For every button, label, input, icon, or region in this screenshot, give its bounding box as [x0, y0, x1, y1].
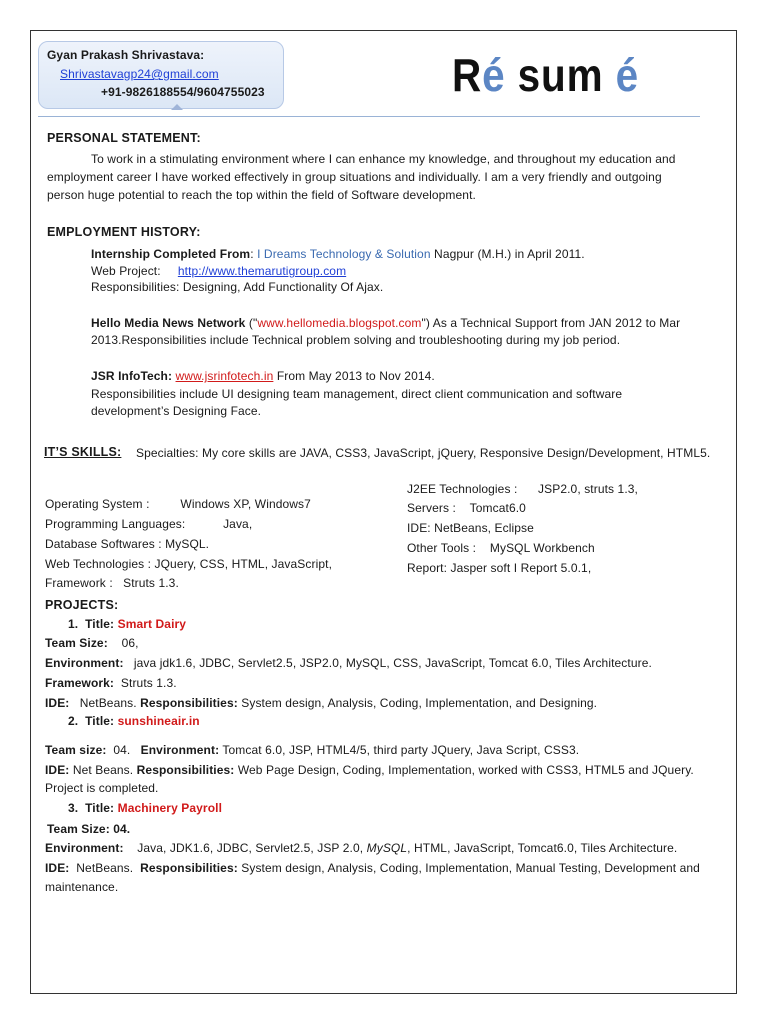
hello-media-rest: ") As a Technical Support from JAN 2012 to Mar	[421, 316, 681, 330]
project-3-env-a: Java, JDK1.6, JDBC, Servlet2.5, JSP 2.0,	[137, 841, 364, 855]
project-1-ide-value: NetBeans.	[79, 696, 137, 710]
project-1-title: Smart Dairy	[117, 617, 187, 631]
project-3-resp-line-2: maintenance.	[45, 880, 119, 894]
project-1-resp: System design, Analysis, Coding, Implementation, and Designing.	[241, 696, 598, 710]
project-3-ide-label: IDE:	[45, 861, 70, 875]
project-1-env-value: java jdk1.6, JDBC, Servlet2.5, JSP2.0, MySQL, CSS, JavaScript, Tomcat 6.0, Tiles Architecture.	[133, 656, 652, 670]
project-1-ide-label: IDE:	[45, 696, 70, 710]
project-2-title: sunshineair.in	[117, 714, 200, 728]
project-3-title-label: Title:	[85, 801, 115, 815]
contact-box-pointer	[171, 104, 183, 110]
contact-email-link[interactable]: Shrivastavagp24@gmail.com	[60, 67, 219, 81]
personal-line-2: employment career I have worked effectively in group situations and individually. I am a very friendly and outgoing	[47, 170, 662, 184]
personal-statement-heading	[47, 131, 201, 145]
project-3-team: Team Size: 04.	[47, 822, 131, 836]
project-2-title-line	[68, 714, 200, 729]
skill-right-4: Report: Jasper soft I Report 5.0.1,	[407, 561, 592, 575]
internship-label: Internship Completed From	[91, 247, 251, 261]
skill-left-1-value: Java,	[223, 517, 253, 531]
project-2-ide	[45, 763, 694, 778]
project-3-ide: NetBeans.	[76, 861, 134, 875]
jsr-line	[91, 369, 435, 384]
project-3-env-label: Environment:	[45, 841, 124, 855]
jsr-label: JSR InfoTech:	[91, 369, 173, 383]
skill-left-4-label: Framework :	[45, 576, 113, 590]
internship-rest: Nagpur (M.H.) in April 2011.	[434, 247, 585, 261]
skills-specialties: Specialties: My core skills are JAVA, CSS3, JavaScript, jQuery, Responsive Design/Development, HTML5.	[136, 446, 711, 460]
employment-heading-text: EMPLOYMENT HISTORY:	[47, 225, 201, 239]
project-1-title-line	[68, 617, 186, 632]
project-1-fw-label: Framework:	[45, 676, 115, 690]
project-2-team-label: Team size:	[45, 743, 107, 757]
skill-right-0-value: JSP2.0, struts 1.3,	[538, 482, 638, 496]
skill-left-1-label: Programming Languages:	[45, 517, 186, 531]
header-divider	[38, 116, 700, 117]
project-2-env-label: Environment:	[140, 743, 220, 757]
project-1-num: 1.	[68, 617, 79, 631]
project-3-env-c: , HTML, JavaScript, Tomcat6.0, Tiles Architecture.	[407, 841, 678, 855]
webproject-line	[91, 264, 346, 279]
employment-heading	[47, 225, 201, 239]
hello-media-open: ("	[248, 316, 258, 330]
project-1-fw-value: Struts 1.3.	[120, 676, 177, 690]
skill-left-0-value: Windows XP, Windows7	[180, 497, 311, 511]
skill-right-2: IDE: NetBeans, Eclipse	[407, 521, 534, 535]
project-3-resp: System design, Analysis, Coding, Implementation, Manual Testing, Development and	[241, 861, 700, 875]
skill-left-0	[45, 497, 311, 512]
resume-title-r: R	[452, 49, 483, 101]
project-2-env: Tomcat 6.0, JSP, HTML4/5, third party JQuery, Java Script, CSS3.	[222, 743, 580, 757]
project-1-env	[45, 656, 652, 671]
skill-left-1	[45, 517, 252, 532]
webproject-label: Web Project:	[91, 264, 161, 278]
project-3-env-b: MySQL	[366, 841, 408, 855]
project-1-resp-label: Responsibilities:	[140, 696, 238, 710]
skill-left-4-value: Struts 1.3.	[123, 576, 179, 590]
hello-media-link[interactable]: www.hellomedia.blogspot.com	[257, 316, 422, 330]
project-3-ide	[45, 861, 700, 876]
hello-media-label: Hello Media News Network	[91, 316, 246, 330]
project-1-team	[45, 636, 139, 651]
skill-right-3-value: MySQL Workbench	[489, 541, 595, 555]
hello-media-line-2: 2013.Responsibilities include Technical problem solving and troubleshooting during my job period.	[91, 333, 621, 347]
contact-name: Gyan Prakash Shrivastava:	[47, 48, 205, 62]
project-3-num: 3.	[68, 801, 79, 815]
skill-left-0-label: Operating System :	[45, 497, 150, 511]
skill-right-1-value: Tomcat6.0	[469, 501, 526, 515]
project-3-title: Machinery Payroll	[117, 801, 223, 815]
project-3-resp-label: Responsibilities:	[140, 861, 238, 875]
project-2-resp: Web Page Design, Coding, Implementation, worked with CSS3, HTML5 and JQuery.	[237, 763, 694, 777]
resume-title-sum: sum	[517, 49, 604, 101]
personal-statement-heading-text: PERSONAL STATEMENT:	[47, 131, 201, 145]
skills-heading-text: IT’S SKILLS:	[44, 445, 122, 459]
internship-company: I Dreams Technology & Solution	[257, 247, 431, 261]
skill-right-1-label: Servers :	[407, 501, 456, 515]
skill-left-2: Database Softwares : MySQL.	[45, 537, 210, 551]
project-1-team-label: Team Size:	[45, 636, 108, 650]
project-1-title-label: Title:	[85, 617, 115, 631]
project-2-ide: Net Beans.	[72, 763, 134, 777]
hello-media-line	[91, 316, 680, 331]
project-1-framework	[45, 676, 177, 691]
jsr-link[interactable]: www.jsrinfotech.in	[175, 369, 274, 383]
internship-line	[91, 247, 585, 262]
internship-colon: :	[250, 247, 254, 261]
jsr-line-3: development’s Designing Face.	[91, 404, 262, 418]
webproject-link[interactable]: http://www.themarutigroup.com	[177, 264, 347, 278]
resume-title-e1: é	[482, 49, 506, 101]
project-3-env	[45, 841, 677, 856]
project-2-ide-label: IDE:	[45, 763, 70, 777]
project-1-ide	[45, 696, 597, 711]
skill-right-0	[407, 482, 638, 497]
projects-heading-text: PROJECTS:	[45, 598, 119, 612]
project-2-team: 04.	[113, 743, 131, 757]
project-2-team-env	[45, 743, 579, 758]
internship-responsibilities: Responsibilities: Designing, Add Functionality Of Ajax.	[91, 280, 384, 294]
project-2-resp-label: Responsibilities:	[136, 763, 235, 777]
skill-right-3	[407, 541, 595, 556]
jsr-line-2: Responsibilities include UI designing team management, direct client communication and software	[91, 387, 623, 401]
project-1-env-label: Environment:	[45, 656, 124, 670]
skill-right-3-label: Other Tools :	[407, 541, 477, 555]
project-3-title-line	[68, 801, 222, 816]
skill-right-1	[407, 501, 526, 516]
resume-title	[452, 47, 639, 103]
projects-heading	[45, 598, 118, 612]
project-1-team-value: 06,	[121, 636, 139, 650]
project-2-num: 2.	[68, 714, 79, 728]
skill-left-4	[45, 576, 179, 591]
skill-right-0-label: J2EE Technologies :	[407, 482, 518, 496]
skills-heading	[44, 445, 121, 459]
personal-line-3: person huge potential to reach the top within the field of Software development.	[47, 188, 476, 202]
jsr-rest: From May 2013 to Nov 2014.	[276, 369, 435, 383]
contact-phone: +91-9826188554/9604755023	[101, 85, 265, 99]
skill-left-3: Web Technologies : JQuery, CSS, HTML, JavaScript,	[45, 557, 333, 571]
project-2-title-label: Title:	[85, 714, 115, 728]
project-2-status: Project is completed.	[45, 781, 159, 795]
resume-title-e2: é	[615, 49, 640, 101]
personal-line-1: To work in a stimulating environment where I can enhance my knowledge, and throughout my education and	[91, 152, 676, 166]
